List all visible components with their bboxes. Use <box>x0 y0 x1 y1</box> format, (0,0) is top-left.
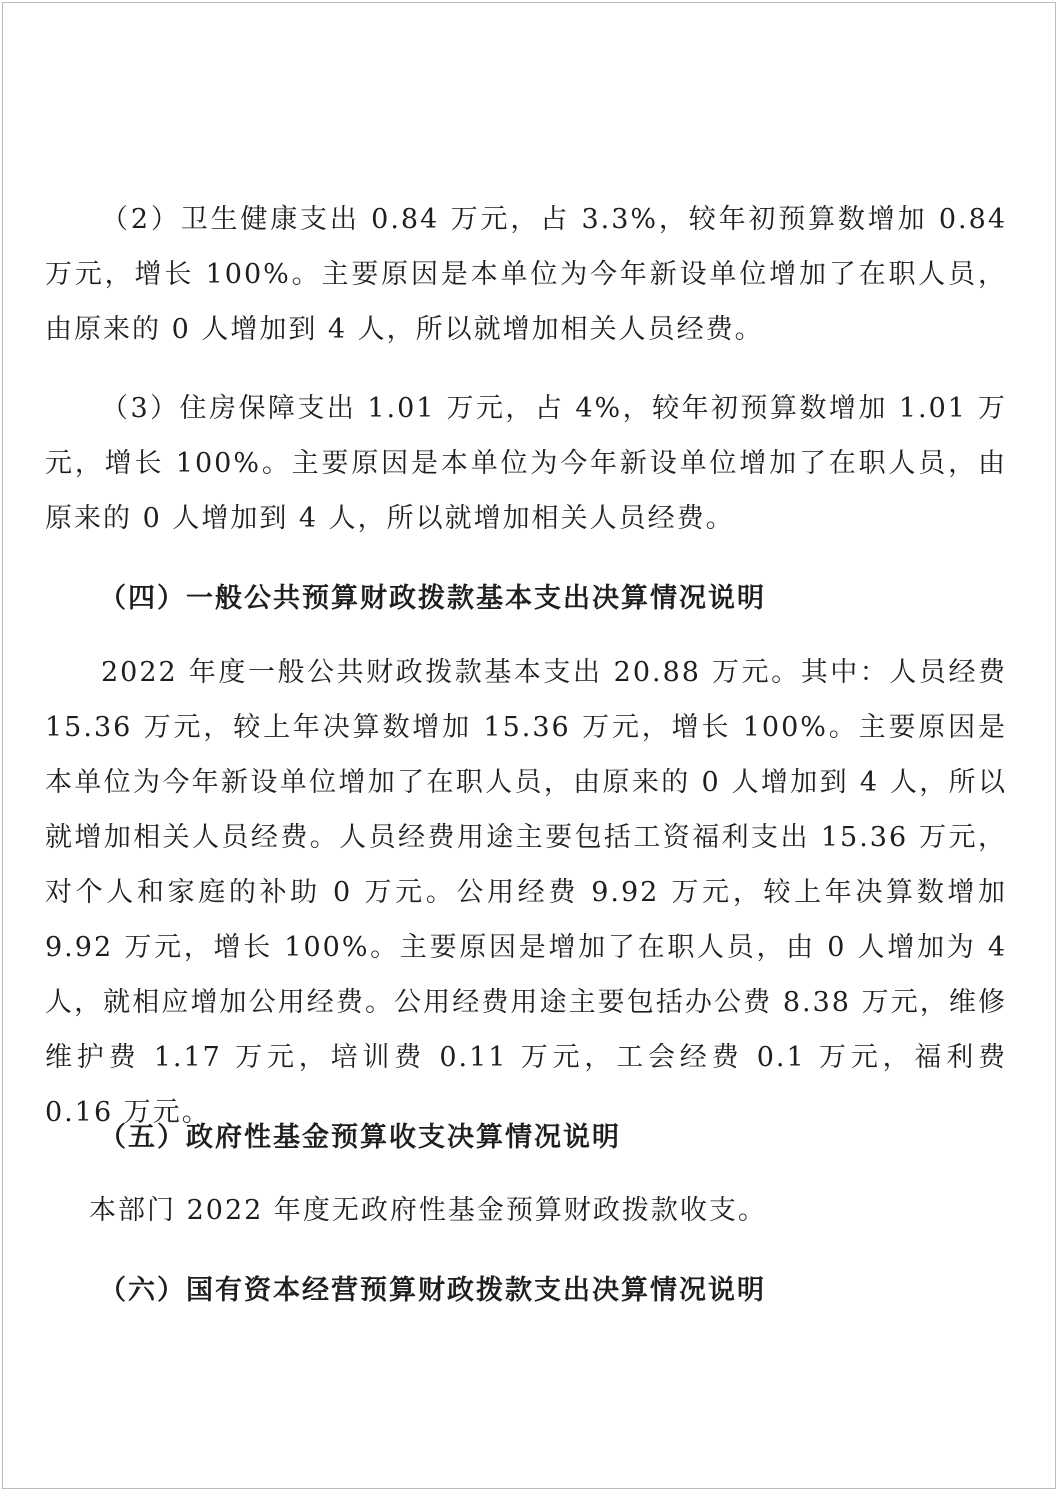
paragraph-government-fund: 本部门 2022 年度无政府性基金预算财政拨款收支。 <box>89 1195 767 1226</box>
paragraph-basic-expenditure: 2022 年度一般公共财政拨款基本支出 20.88 万元。其中：人员经费 15.36 万元，较上年决算数增加 15.36 万元，增长 100%。主要原因是本单位为今年新设单位增加了在职人员，由原来的 0 人增加到 4 人，所以就增加相关人员经费。人员经费用途主要包括工资福利支出 15.36 万元，对个人和家庭的补助 0 万元。公用经费 9.92 万元，较上年决算数增加 9.92 万元，增长 100%。主要原因是增加了在职人员，由 0 人增加为 4 人，就相应增加公用经费。公用经费用途主要包括办公费 8.38 万元，维修维护费 1.17 万元，培训费 0.11 万元，工会经费 0.1 万元，福利费 0.16 万元。 <box>45 657 1007 1128</box>
section-heading-state-capital: （六）国有资本经营预算财政拨款支出决算情况说明 <box>99 1275 766 1306</box>
document-page <box>2 2 1056 1489</box>
paragraph-health-expenditure: （2）卫生健康支出 0.84 万元，占 3.3%，较年初预算数增加 0.84 万元，增长 100%。主要原因是本单位为今年新设单位增加了在职人员，由原来的 0 人增加到 4 人，所以就增加相关人员经费。 <box>45 204 1007 345</box>
paragraph-housing-expenditure: （3）住房保障支出 1.01 万元，占 4%，较年初预算数增加 1.01 万元，增长 100%。主要原因是本单位为今年新设单位增加了在职人员，由原来的 0 人增加到 4 人，所以就增加相关人员经费。 <box>45 393 1007 534</box>
section-heading-government-fund: （五）政府性基金预算收支决算情况说明 <box>99 1122 621 1153</box>
section-heading-basic-expenditure: （四）一般公共预算财政拨款基本支出决算情况说明 <box>99 583 766 614</box>
